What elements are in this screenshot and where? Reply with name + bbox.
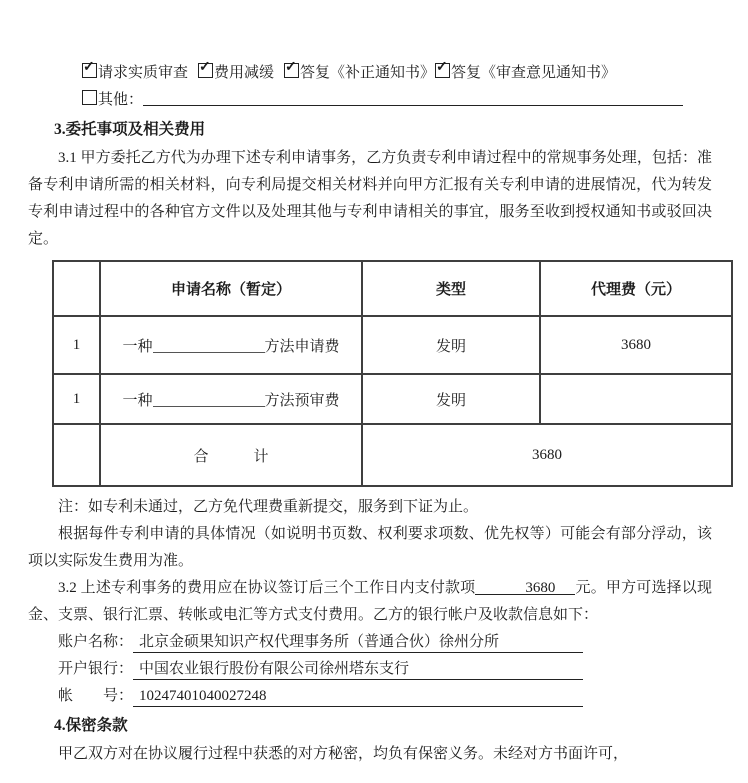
fee-table-total-row — [53, 424, 732, 486]
header-application-name: 申请名称（暂定） — [100, 261, 362, 316]
check-icon: ✓ — [199, 60, 211, 75]
section-4-heading: 4.保密条款 — [54, 717, 128, 734]
cell-application-name — [100, 316, 362, 374]
check-icon: ✓ — [285, 60, 297, 75]
checked-checkbox-icon[interactable] — [435, 60, 450, 78]
section-4-paragraph: 甲乙双方对在协议履行过程中获悉的对方秘密，均负有保密义务。未经对方书面许可， — [58, 746, 629, 762]
header-type: 类型 — [362, 261, 540, 316]
fee-table — [52, 260, 733, 487]
option-label: 答复《补正通知书》 — [300, 65, 436, 81]
section-3-heading: 3.委托事项及相关费用 — [54, 121, 206, 138]
account-name-value: 北京金硕果知识产权代理事务所（普通合伙）徐州分所 — [133, 632, 583, 653]
cell-total-value: 3680 — [362, 424, 732, 486]
cell-application-name — [100, 374, 362, 424]
cell-index: 1 — [53, 374, 100, 424]
option-label: 答复《审查意见通知书》 — [451, 65, 617, 81]
service-options-row — [82, 60, 712, 87]
cell-type: 发明 — [362, 316, 540, 374]
fee-table-row — [53, 316, 732, 374]
header-agency-fee: 代理费（元） — [540, 261, 732, 316]
cell-fee: 3680 — [540, 316, 732, 374]
cell-index: 1 — [53, 316, 100, 374]
option-label: 请求实质审查 — [98, 65, 189, 81]
cell-fee — [540, 374, 732, 424]
check-icon: ✓ — [436, 60, 448, 75]
option-substantive-examination — [82, 60, 189, 81]
option-other-row — [82, 87, 712, 114]
name-prefix: 一种 — [122, 392, 153, 409]
unchecked-checkbox-icon[interactable] — [82, 90, 97, 105]
checked-checkbox-icon[interactable] — [82, 60, 97, 78]
checked-checkbox-icon[interactable] — [198, 60, 213, 78]
header-index — [53, 261, 100, 316]
paragraph-3-1: 3.1 甲方委托乙方代为办理下述专利申请事务，乙方负责专利申请过程中的常规事务处理，包括：准备专利申请所需的相关材料，向专利局提交相关材料并向甲方汇报有关专利申请的进展情况，代为转发专利申请过程中的各种官方文件以及处理其他与专利申请相关的事宜，服务至收到授权通知书或驳回决定。 — [28, 150, 712, 247]
bank-account-name-line — [58, 629, 712, 656]
payment-text-after: 元。甲方可选择以现金、支票、银行汇票、转帐或电汇等方式支付费用。乙方的银行帐户及收款信息如下： — [28, 580, 712, 623]
paragraph-3-2 — [28, 575, 712, 629]
name-fill-in-blank — [153, 337, 265, 353]
name-fill-in-blank — [153, 391, 265, 407]
option-other-label: 其他： — [98, 92, 144, 108]
option-label: 费用减缓 — [214, 65, 275, 81]
other-fill-in-blank — [143, 88, 683, 106]
account-number-label: 帐 号： — [58, 688, 134, 704]
fee-table-row — [53, 374, 732, 424]
option-fee-reduction — [198, 60, 275, 81]
checked-checkbox-icon[interactable] — [284, 60, 299, 78]
name-suffix: 方法预审费 — [264, 392, 340, 409]
name-suffix: 方法申请费 — [264, 338, 340, 355]
payment-text-before: 3.2 上述专利事务的费用应在协议签订后三个工作日内支付款项 — [58, 580, 476, 596]
account-name-label: 账户名称： — [58, 634, 134, 650]
bank-name-line — [58, 656, 712, 683]
fee-table-header-row — [53, 261, 732, 316]
note-2: 根据每件专利申请的具体情况（如说明书页数、权利要求项数、优先权等）可能会有部分浮动，该项以实际发生费用为准。 — [28, 526, 712, 569]
bank-name-label: 开户银行： — [58, 661, 134, 677]
bank-account-number-line — [58, 683, 712, 710]
cell-total-label: 合 计 — [100, 424, 362, 486]
cell-index-empty — [53, 424, 100, 486]
payment-amount-blank: 3680 — [475, 575, 575, 595]
cell-type: 发明 — [362, 374, 540, 424]
bank-name-value: 中国农业银行股份有限公司徐州塔东支行 — [133, 659, 583, 680]
account-number-value: 10247401040027248 — [133, 686, 583, 707]
option-reply-correction-notice — [284, 60, 436, 81]
name-prefix: 一种 — [122, 338, 153, 355]
bank-info-block — [58, 629, 712, 710]
note-1: 注：如专利未通过，乙方免代理费重新提交，服务到下证为止。 — [58, 499, 479, 515]
option-reply-examination-opinion — [435, 60, 617, 81]
check-icon: ✓ — [83, 60, 95, 75]
